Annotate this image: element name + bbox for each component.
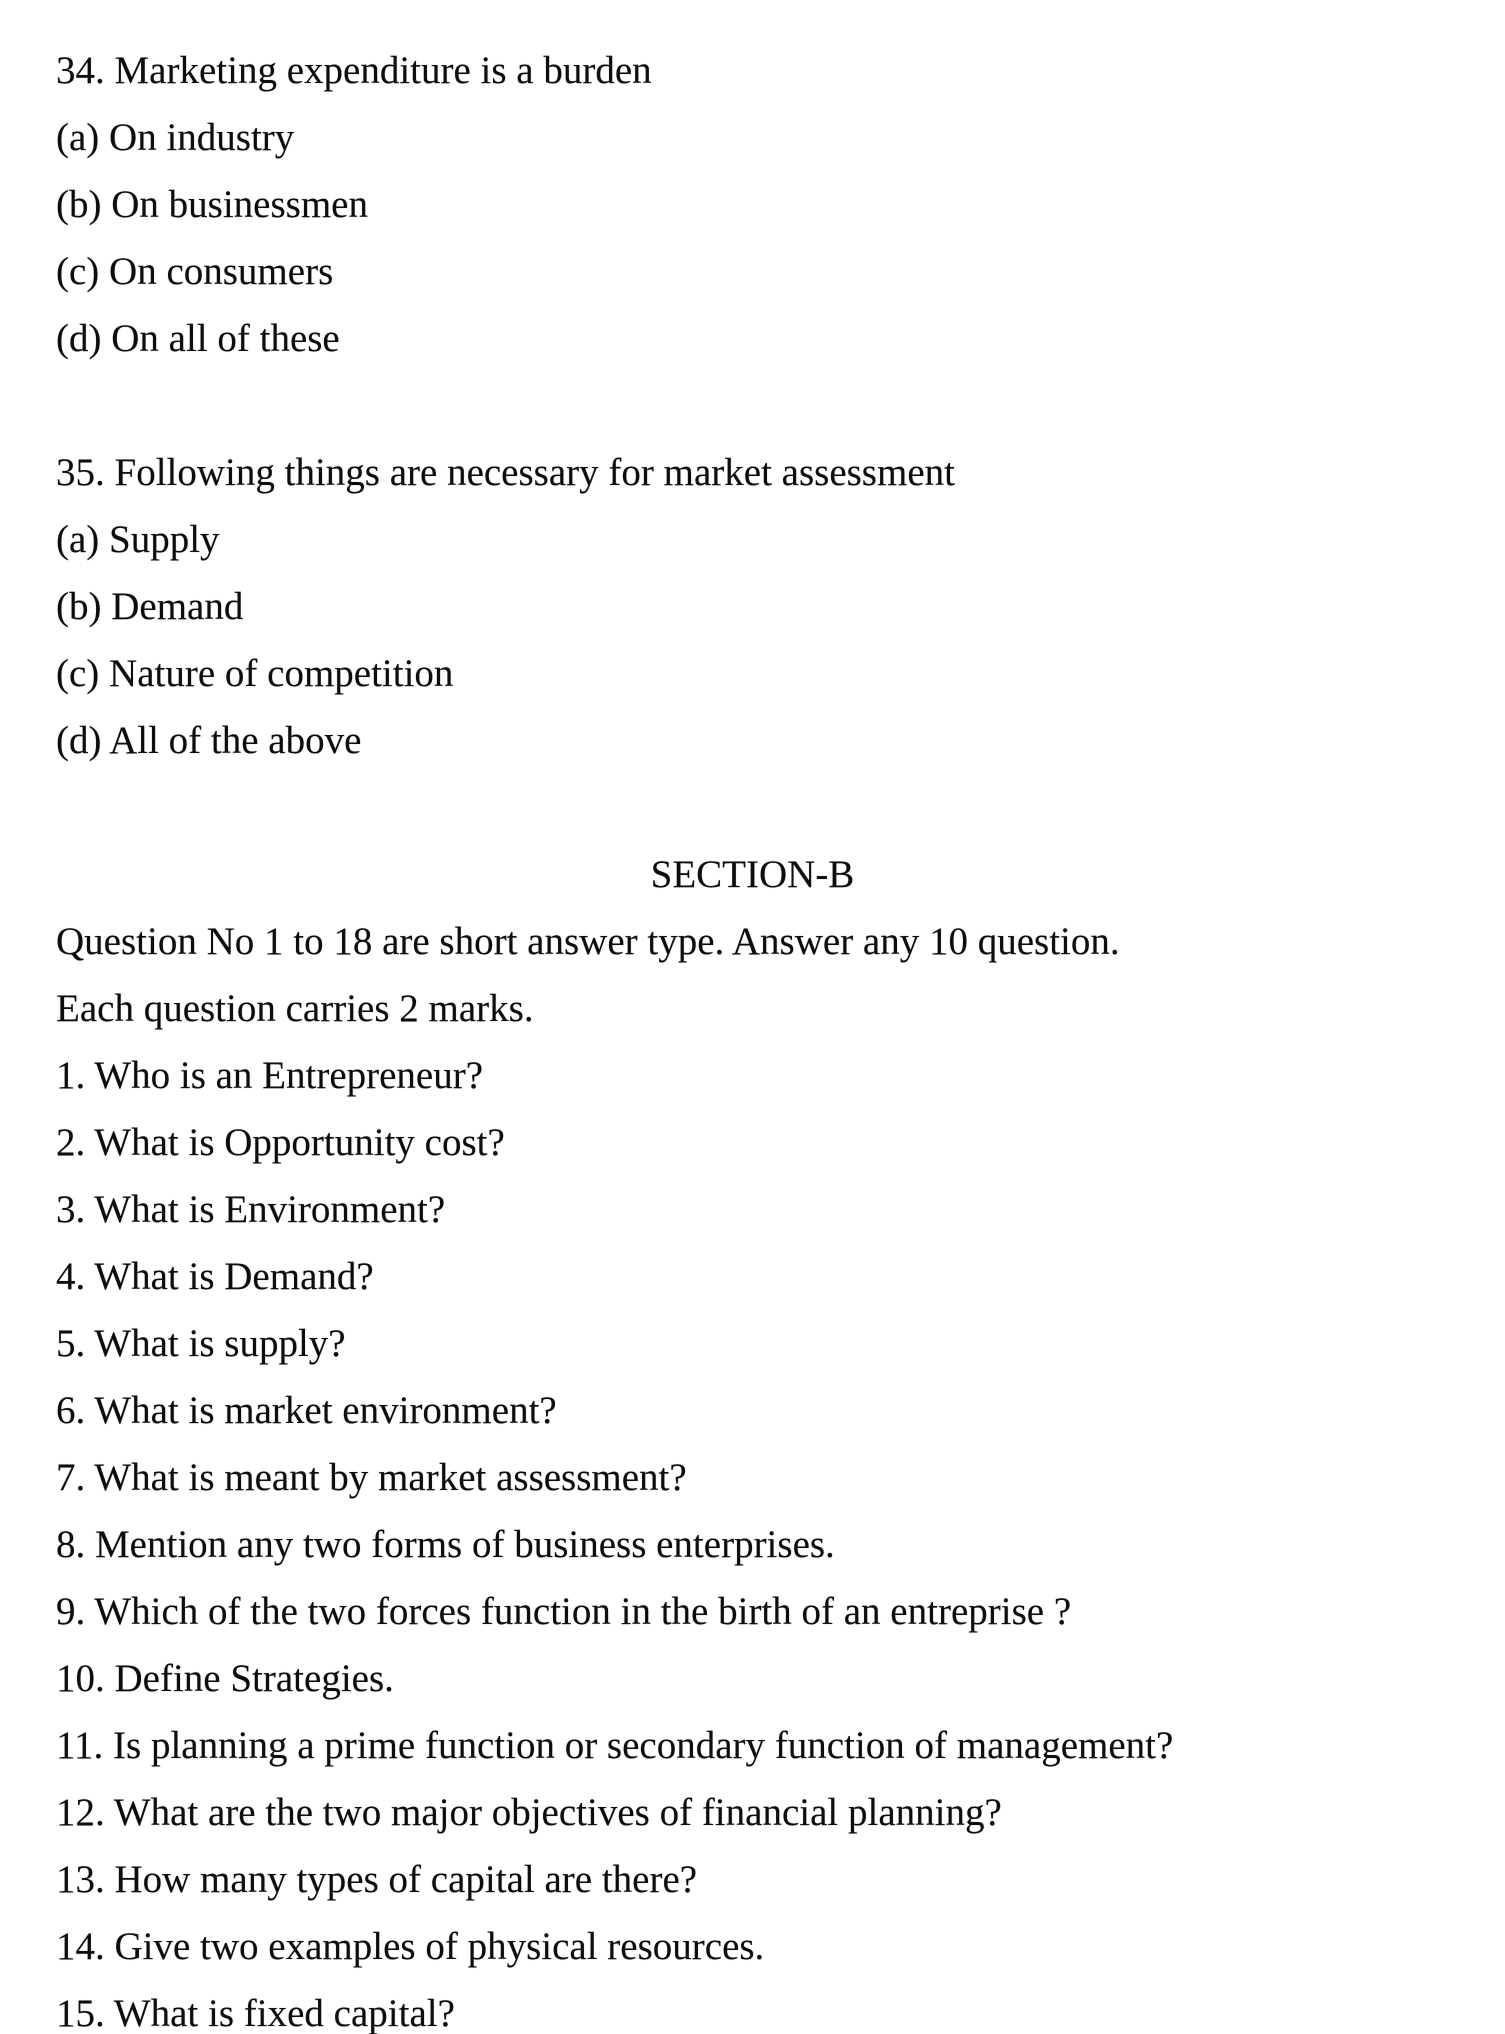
section-b-instruction-2: Each question carries 2 marks. [56,987,534,1030]
question-34-option-a: (a) On industry [56,116,295,159]
question-35-option-c: (c) Nature of competition [56,652,454,695]
short-question-7: 7. What is meant by market assessment? [56,1456,687,1499]
short-question-3: 3. What is Environment? [56,1188,446,1231]
short-question-8: 8. Mention any two forms of business enterprises. [56,1523,835,1566]
short-question-6: 6. What is market environment? [56,1389,557,1432]
section-b-block [56,841,1449,2034]
question-34-option-d: (d) On all of these [56,317,340,360]
short-question-14: 14. Give two examples of physical resources. [56,1925,765,1968]
short-question-15: 15. What is fixed capital? [56,1992,455,2034]
section-b-title: SECTION-B [650,853,855,896]
question-34-option-c: (c) On consumers [56,250,334,293]
short-question-9: 9. Which of the two forces function in the birth of an entreprise ? [56,1590,1072,1633]
question-35-option-d: (d) All of the above [56,719,362,762]
question-35-text: 35. Following things are necessary for market assessment [56,451,955,494]
short-question-12: 12. What are the two major objectives of financial planning? [56,1791,1002,1834]
question-34-text: 34. Marketing expenditure is a burden [56,49,652,92]
short-question-13: 13. How many types of capital are there? [56,1858,698,1901]
question-35-option-b: (b) Demand [56,585,244,628]
section-b-instruction-1: Question No 1 to 18 are short answer type. Answer any 10 question. [56,920,1120,963]
short-question-10: 10. Define Strategies. [56,1657,394,1700]
question-35-option-a: (a) Supply [56,518,220,561]
question-35-block [56,439,1449,774]
short-question-11: 11. Is planning a prime function or secondary function of management? [56,1724,1174,1767]
short-question-2: 2. What is Opportunity cost? [56,1121,505,1164]
short-question-5: 5. What is supply? [56,1322,346,1365]
question-34-block [56,37,1449,372]
short-question-1: 1. Who is an Entrepreneur? [56,1054,484,1097]
short-question-4: 4. What is Demand? [56,1255,374,1298]
question-34-option-b: (b) On businessmen [56,183,368,226]
